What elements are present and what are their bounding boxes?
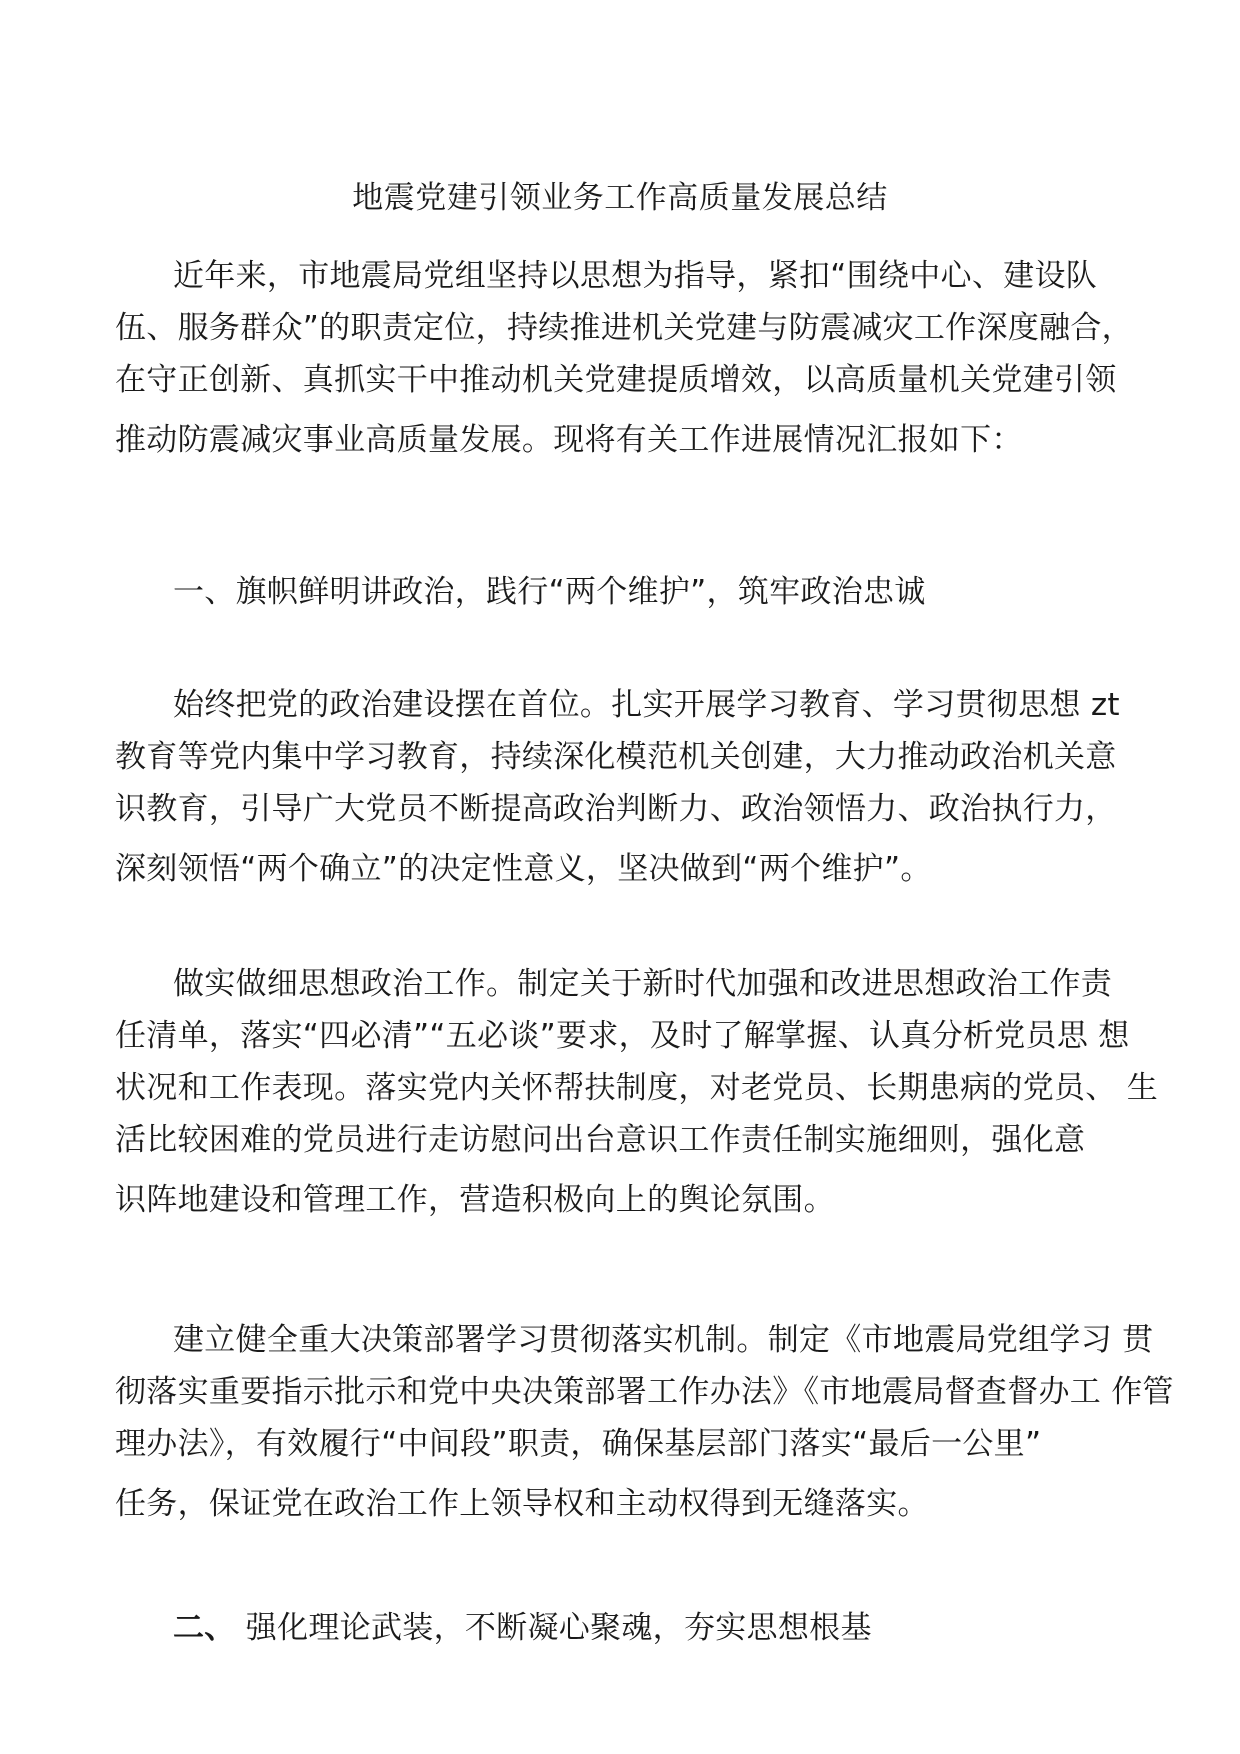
section-2-heading bbox=[173, 1606, 872, 1650]
document-title: 地震党建引领业务工作高质量发展总结 bbox=[352, 180, 888, 216]
para2-line-1: 做实做细思想政治工作。制定关于新时代加强和改进思想政治工作责 bbox=[173, 966, 1112, 1002]
intro-line-3: 在守正创新、真抓实干中推动机关党建提质增效，以高质量机关党建引领 bbox=[115, 362, 1117, 398]
intro-line-2: 伍、服务群众”的职责定位，持续推进机关党建与防震减灾工作深度融合， bbox=[115, 310, 1133, 346]
para2-line-2: 任清单，落实“四必清”“五必谈”要求，及时了解掌握、认真分析党员思 想 bbox=[115, 1018, 1130, 1054]
para1-line-1: 始终把党的政治建设摆在首位。扎实开展学习教育、学习贯彻思想 zt bbox=[173, 687, 1120, 723]
intro-line-4: 推动防震减灾事业高质量发展。现将有关工作进展情况汇报如下： bbox=[115, 422, 1023, 458]
para1-line-4: 深刻领悟“两个确立”的决定性意义，坚决做到“两个维护”。 bbox=[115, 851, 932, 887]
intro-line-1: 近年来，市地震局党组坚持以思想为指导，紧扣“围绕中心、建设队 bbox=[173, 258, 1098, 294]
para1-line-2: 教育等党内集中学习教育，持续深化模范机关创建，大力推动政治机关意 bbox=[115, 739, 1117, 775]
para3-line-1: 建立健全重大决策部署学习贯彻落实机制。制定《市地震局党组学习 贯 bbox=[173, 1322, 1154, 1358]
para3-line-4: 任务，保证党在政治工作上领导权和主动权得到无缝落实。 bbox=[115, 1486, 929, 1522]
para1-line-3: 识教育，引导广大党员不断提高政治判断力、政治领悟力、政治执行力， bbox=[115, 791, 1117, 827]
para3-line-3: 理办法》，有效履行“中间段”职责，确保基层部门落实“最后一公里” bbox=[115, 1426, 1042, 1462]
section-2-number: 二、 bbox=[173, 1610, 236, 1646]
section-1-heading: 一、旗帜鲜明讲政治，践行“两个维护”，筑牢政治忠诚 bbox=[173, 574, 926, 610]
para2-line-3: 状况和工作表现。落实党内关怀帮扶制度，对老党员、长期患病的党员、 生 bbox=[115, 1070, 1159, 1106]
section-2-heading-text: 强化理论武装，不断凝心聚魂，夯实思想根基 bbox=[235, 1610, 872, 1646]
para3-line-2: 彻落实重要指示批示和党中央决策部署工作办法》《市地震局督查督办工 作管 bbox=[115, 1374, 1174, 1410]
para2-line-5: 识阵地建设和管理工作，营造积极向上的舆论氛围。 bbox=[115, 1182, 835, 1218]
para2-line-4: 活比较困难的党员进行走访慰问出台意识工作责任制实施细则，强化意 bbox=[115, 1122, 1086, 1158]
